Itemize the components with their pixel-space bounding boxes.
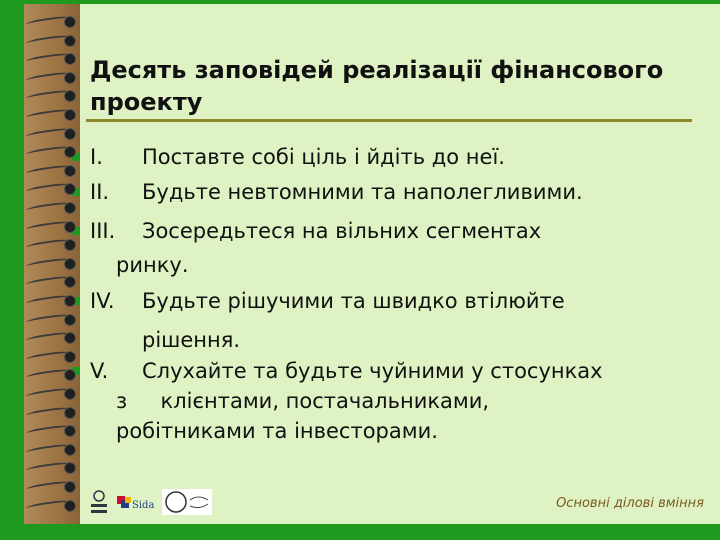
binding-ring xyxy=(26,258,80,268)
footer-caption: Основні ділові вміння xyxy=(556,496,704,511)
binding-ring xyxy=(26,314,80,324)
binding-ring xyxy=(26,202,80,212)
binding-ring xyxy=(26,369,80,379)
binding-ring xyxy=(26,72,80,82)
binding-hole xyxy=(64,109,76,121)
binding-ring xyxy=(26,425,80,435)
item-numeral: V. xyxy=(90,359,109,383)
binding-ring xyxy=(26,183,80,193)
binding-ring xyxy=(26,500,80,510)
binding-ring xyxy=(26,462,80,472)
binding-hole xyxy=(64,314,76,326)
round-seal-logo-icon xyxy=(162,488,212,516)
binding-ring xyxy=(26,109,80,119)
binding-hole xyxy=(64,388,76,400)
binding-ring xyxy=(26,165,80,175)
binding-hole xyxy=(64,500,76,512)
item-text: Слухайте та будьте чуйними у стосунках xyxy=(142,359,603,383)
logo-text: Sida xyxy=(132,500,154,511)
item-text-continued: рішення. xyxy=(142,328,241,352)
binding-hole xyxy=(64,407,76,419)
binding-ring xyxy=(26,444,80,454)
binding-ring xyxy=(26,239,80,249)
binding-hole xyxy=(64,258,76,270)
binding-hole xyxy=(64,72,76,84)
item-text-continued: з клієнтами, постачальниками, xyxy=(116,389,490,413)
item-text: Зосередьтеся на вільних сегментах xyxy=(142,219,542,243)
binding-ring xyxy=(26,481,80,491)
binding-ring xyxy=(26,53,80,63)
sida-logo-icon xyxy=(116,488,154,516)
binding-hole xyxy=(64,165,76,177)
binding-hole xyxy=(64,481,76,493)
binding-ring xyxy=(26,276,80,286)
item-numeral: II. xyxy=(90,180,110,204)
list-item-2 xyxy=(90,175,710,209)
binding-ring xyxy=(26,295,80,305)
sponsor-logos xyxy=(88,488,218,518)
item-numeral: IV. xyxy=(90,289,115,313)
title-underline xyxy=(86,119,692,122)
list-item-3 xyxy=(90,214,710,282)
binding-ring xyxy=(26,128,80,138)
emblem-logo-icon xyxy=(88,488,110,516)
list-item-1 xyxy=(90,140,710,174)
binding-ring xyxy=(26,90,80,100)
binding-ring xyxy=(26,221,80,231)
item-numeral: I. xyxy=(90,145,103,169)
binding-hole xyxy=(64,351,76,363)
binding-hole xyxy=(64,295,76,307)
binding-hole xyxy=(64,16,76,28)
list-item-5 xyxy=(90,356,710,446)
item-text: Будьте рішучими та швидко втілюйте xyxy=(142,289,565,313)
binding-hole xyxy=(64,35,76,47)
slide-title: Десять заповідей реалізації фінансового проекту xyxy=(90,56,664,116)
binding-ring xyxy=(26,388,80,398)
binding-ring xyxy=(26,146,80,156)
binding-hole xyxy=(64,202,76,214)
list-item-4 xyxy=(90,284,710,362)
binding-ring xyxy=(26,332,80,342)
item-text: Будьте невтомними та наполегливими. xyxy=(142,180,583,204)
binding-hole xyxy=(64,128,76,140)
binding-ring xyxy=(26,407,80,417)
binding-ring xyxy=(26,16,80,26)
binding-ring xyxy=(26,35,80,45)
binding-hole xyxy=(64,444,76,456)
binding-ring xyxy=(26,351,80,361)
item-text-continued: робітниками та інвесторами. xyxy=(116,419,438,443)
item-text: Поставте собі ціль і йдіть до неї. xyxy=(142,145,505,169)
item-text-continued: ринку. xyxy=(116,253,189,277)
binding-hole xyxy=(64,221,76,233)
item-numeral: III. xyxy=(90,219,116,243)
